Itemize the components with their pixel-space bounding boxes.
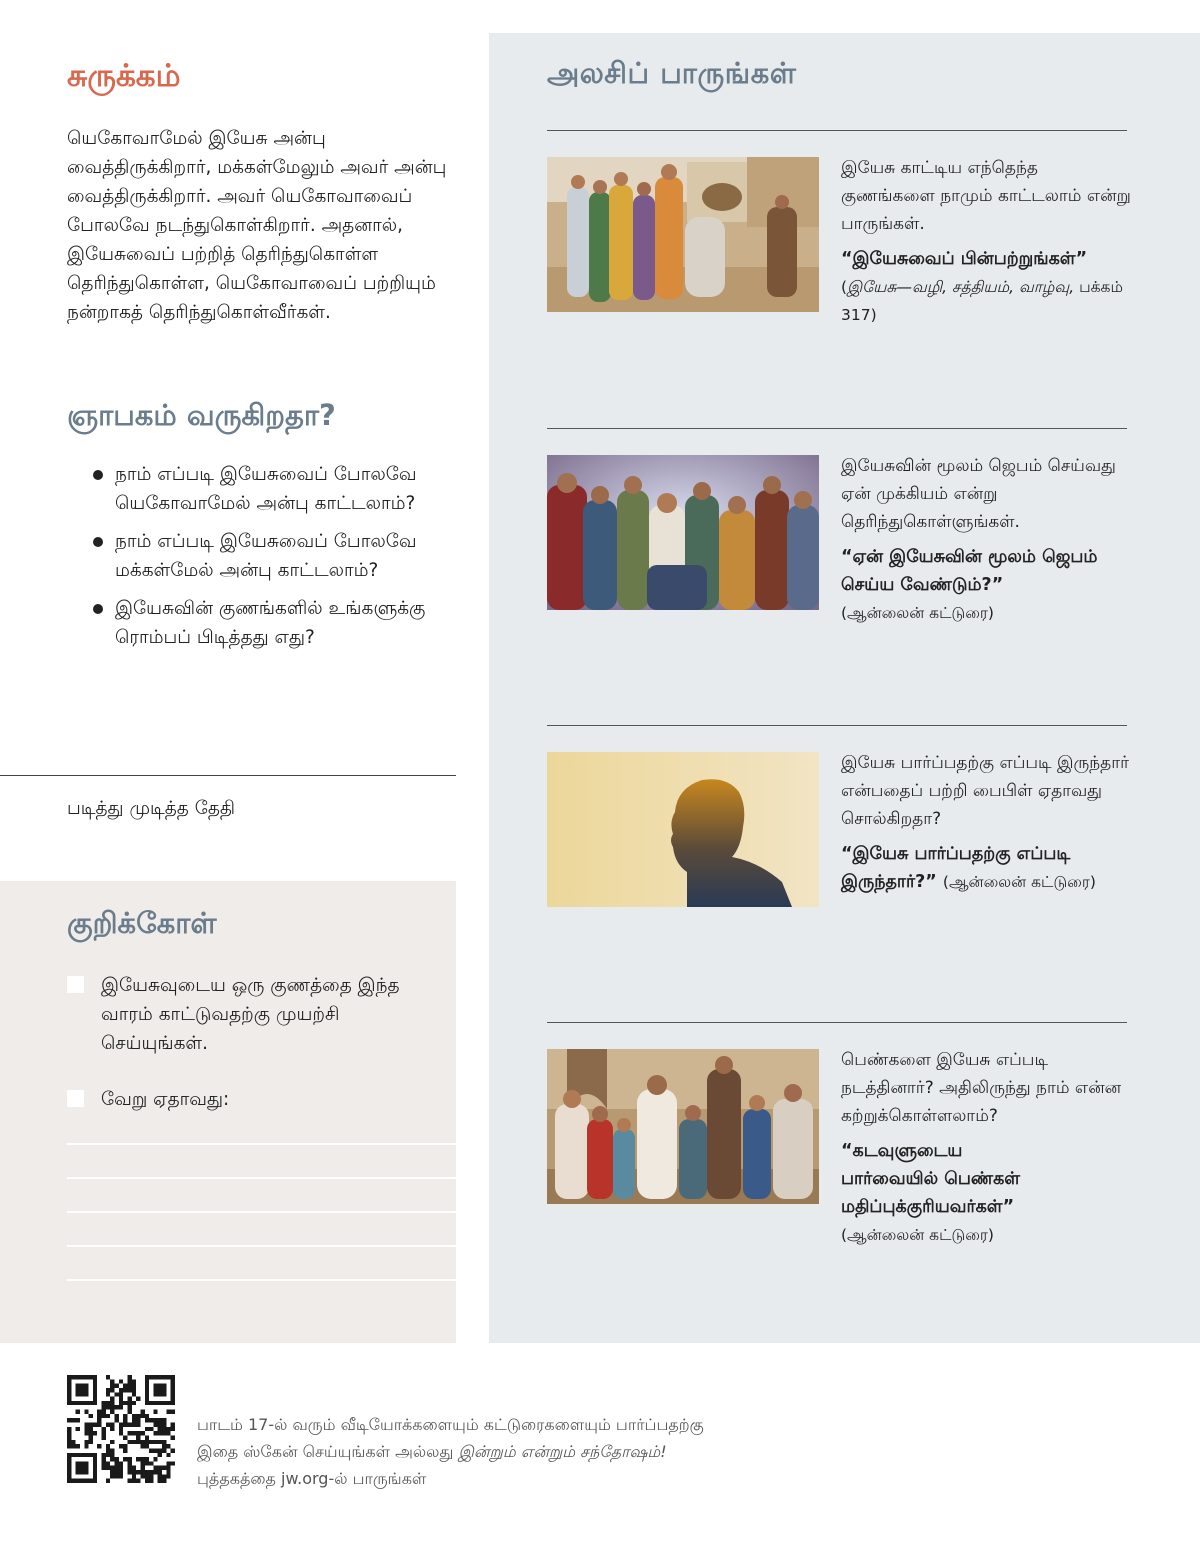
summary-text: யெகோவாமேல் இயேசு அன்பு வைத்திருக்கிறார், மக்கள்மேலும் அவர் அன்பு வைத்திருக்கிறார். அவர் யெகோவாவைப் போலவே நடந்துகொள்கிறார். அதனால், இயேசுவைப் பற்றித் தெரிந்துகொள்ள தெரிந்துகொள்ள, யெகோவாவைப் பற்றியும் நன்றாகத் தெரிந்துகொள்வீர்கள். [67, 128, 447, 323]
recall-item-text: நாம் எப்படி இயேசுவைப் போலவே மக்கள்மேல் அன்பு காட்டலாம்? [115, 531, 417, 581]
bullet-icon [93, 604, 103, 614]
recall-item [90, 460, 430, 518]
explore-item-description: பெண்களை இயேசு எப்படி நடத்தினார்? அதிலிருந்து நாம் என்ன கற்றுக்கொள்ளலாம்? [841, 1050, 1122, 1126]
divider [547, 130, 1127, 131]
explore-item-description: இயேசுவின் மூலம் ஜெபம் செய்வது ஏன் முக்கியம் என்று தெரிந்துகொள்ளுங்கள். [841, 456, 1116, 532]
footer-text-part: புத்தகத்தை jw.org-ல் பாருங்கள் [197, 1469, 427, 1488]
recall-item [90, 594, 430, 652]
explore-item-text [841, 452, 1131, 627]
qr-code[interactable] [67, 1375, 175, 1483]
goal-checkbox[interactable] [67, 976, 84, 993]
recall-item-text: இயேசுவின் குணங்களில் உங்களுக்கு ரொம்பப் பிடித்தது எது? [115, 598, 426, 648]
bullet-icon [93, 470, 103, 480]
goal-item [67, 971, 437, 1058]
footer-text-part: பாடம் 17-ல் வரும் வீடியோக்களையும் கட்டுரைகளையும் பார்ப்பதற்கு இதை ஸ்கேன் செய்யுங்கள் அல்லது [197, 1415, 704, 1461]
explore-item-text [841, 1046, 1131, 1249]
completion-date-label: படித்து முடித்த தேதி [67, 798, 236, 819]
explore-item-link[interactable]: “ஏன் இயேசுவின் மூலம் ஜெபம் செய்ய வேண்டும்?” [841, 547, 1098, 595]
footer-text [197, 1411, 717, 1492]
divider [547, 1022, 1127, 1023]
summary-heading: சுருக்கம் [67, 58, 181, 94]
explore-item-text [841, 749, 1131, 896]
recall-item-text: நாம் எப்படி இயேசுவைப் போலவே யெகோவாமேல் அன்பு காட்டலாம்? [115, 464, 417, 514]
goal-checkbox-other[interactable] [67, 1090, 84, 1107]
explore-item-description: இயேசு காட்டிய எந்தெந்த குணங்களை நாமும் காட்டலாம் என்று பாருங்கள். [841, 158, 1131, 234]
write-line[interactable] [67, 1279, 456, 1281]
explore-item-link[interactable]: “இயேசு பார்ப்பதற்கு எப்படி இருந்தார்?” [841, 844, 1071, 892]
write-line[interactable] [67, 1177, 456, 1179]
write-line[interactable] [67, 1211, 456, 1213]
explore-item-source: (ஆன்லைன் கட்டுரை) [841, 604, 994, 622]
explore-image-jesus-teaching[interactable] [547, 455, 819, 610]
goal-item-text: வேறு ஏதாவது: [101, 1089, 230, 1110]
goal-item-other [67, 1085, 437, 1114]
footer-book-title: இன்றும் என்றும் சந்தோஷம்! [458, 1442, 667, 1461]
explore-image-jesus-silhouette[interactable] [547, 752, 819, 907]
recall-list [90, 460, 430, 661]
bullet-icon [93, 537, 103, 547]
goal-heading: குறிக்கோள் [67, 906, 217, 940]
divider [547, 725, 1127, 726]
explore-item-link[interactable]: “கடவுளுடைய பார்வையில் பெண்கள் மதிப்புக்குரியவர்கள்” [841, 1141, 1021, 1217]
divider [0, 775, 456, 776]
explore-heading: அலசிப் பாருங்கள் [547, 56, 797, 90]
explore-item-link[interactable]: “இயேசுவைப் பின்பற்றுங்கள்” [841, 249, 1088, 269]
goal-item-text: இயேசுவுடைய ஒரு குணத்தை இந்த வாரம் காட்டுவதற்கு முயற்சி செய்யுங்கள். [101, 975, 400, 1054]
explore-image-jesus-with-women[interactable] [547, 1049, 819, 1204]
divider [547, 428, 1127, 429]
explore-image-disciples-street[interactable] [547, 157, 819, 312]
explore-item-source: (ஆன்லைன் கட்டுரை) [942, 873, 1096, 891]
explore-item-source: (இயேசு—வழி, சத்தியம், வாழ்வு, பக்கம் 317) [841, 278, 1123, 324]
explore-item-text [841, 154, 1131, 329]
explore-item-source: (ஆன்லைன் கட்டுரை) [841, 1226, 994, 1244]
write-line[interactable] [67, 1245, 456, 1247]
recall-heading: ஞாபகம் வருகிறதா? [67, 398, 336, 432]
explore-item-description: இயேசு பார்ப்பதற்கு எப்படி இருந்தார் என்பதைப் பற்றி பைபிள் ஏதாவது சொல்கிறதா? [841, 753, 1129, 829]
recall-item [90, 527, 430, 585]
write-line[interactable] [67, 1143, 456, 1145]
explore-item-link-wrapper [841, 840, 1131, 896]
